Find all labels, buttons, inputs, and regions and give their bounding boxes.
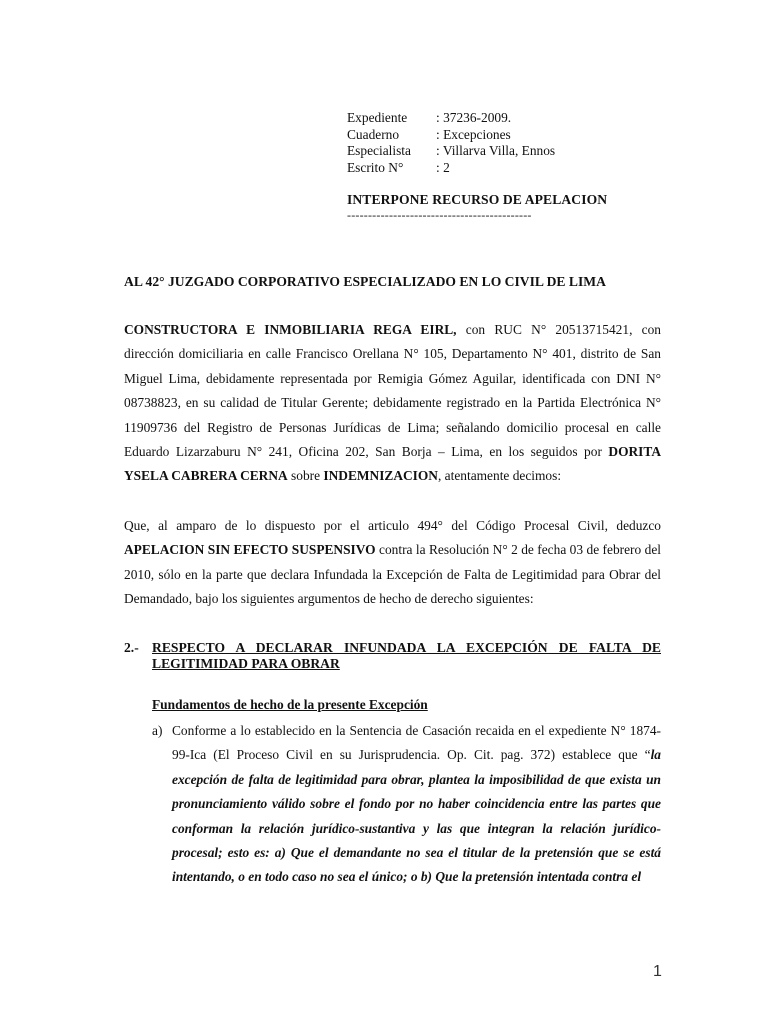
- item-marker: a): [152, 723, 163, 738]
- intro-text-b: sobre: [287, 468, 324, 484]
- intro-text-c: , atentamente decimos:: [437, 468, 562, 484]
- section-title-line1: RESPECTO A DECLARAR INFUNDADA LA EXCEPCIÓN DE FALTA DE: [152, 640, 661, 655]
- section-title-line2: LEGITIMIDAD PARA OBRAR: [152, 656, 340, 671]
- subheading: Fundamentos de hecho de la presente Excepción: [152, 697, 428, 712]
- plaintiff-name: DORITA YSELA CABRERA CERNA: [124, 444, 661, 484]
- meta-label: Escrito N°: [347, 159, 404, 175]
- meta-label: Expediente: [347, 110, 408, 125]
- court-addressee: AL 42° JUZGADO CORPORATIVO ESPECIALIZADO EN LO CIVIL DE LIMA: [124, 274, 606, 289]
- meta-value: : 37236-2009.: [436, 110, 512, 125]
- paragraph-appeal: [124, 514, 661, 612]
- item-body: [172, 719, 661, 890]
- title-rule: --------------------------------------------: [347, 208, 532, 222]
- jurisprudence-quote: la excepción de falta de legitimidad para obrar, plantea la imposibilidad de que exista un pronunciamiento válido sobre el fondo por no haber coincidencia entre las partes que conforman la relación jurídico-sustantiva y las que integran la relación jurídico-procesal; esto es: a) Que el demandante no sea el titular de la pretensión que se está intentando, o en todo caso no sea el único; o b) Que la pretensión intentada contra el: [172, 747, 661, 885]
- company-name: CONSTRUCTORA E INMOBILIARIA REGA EIRL,: [124, 322, 457, 337]
- intro-text: con RUC N° 20513715421, con dirección domiciliaria en calle Francisco Orellana N° 105, Departamento N° 401, distrito de San Miguel Lima, debidamente representada por Remigia Gómez Aguilar, identificada con DNI N° 08738823, en su calidad de Titular Gerente; debidamente registrado en la Partida Electrónica N° 11909736 del Registro de Personas Jurídicas de Lima; señalando domicilio procesal en calle Eduardo Lizarzaburu N° 241, Oficina 202, San Borja – Lima, en los seguidos por: [124, 322, 661, 460]
- section-heading: [124, 640, 661, 672]
- appeal-type: APELACION SIN EFECTO SUSPENSIVO: [124, 542, 376, 558]
- document-title: INTERPONE RECURSO DE APELACION: [347, 192, 608, 207]
- meta-row-escrito: [347, 160, 555, 177]
- document-title-block: [347, 192, 607, 222]
- list-item-a: [152, 719, 661, 890]
- item-text: Conforme a lo establecido en la Sentencia de Casación recaida en el expediente N° 1874-99-Ica (El Proceso Civil en su Jurisprudencia. Op. Cit. pag. 372) establece que “: [172, 723, 661, 763]
- claim-subject: INDEMNIZACION: [323, 468, 438, 484]
- appeal-text-b: contra la Resolución N° 2 de fecha 03 de febrero del 2010, sólo en la parte que declara Infundada la Excepción de Falta de Legitimidad para Obrar del Demandado, bajo los siguientes argumentos de hecho de derecho siguientes:: [124, 542, 661, 607]
- page-number: 1: [653, 963, 662, 980]
- meta-value: : Excepciones: [436, 126, 511, 142]
- meta-row-cuaderno: [347, 127, 555, 144]
- meta-value: : Villarva Villa, Ennos: [436, 143, 556, 158]
- appeal-text: Que, al amparo de lo dispuesto por el articulo 494° del Código Procesal Civil, deduzco: [124, 518, 661, 533]
- section-number: 2.-: [124, 640, 139, 655]
- paragraph-introduction: [124, 318, 661, 489]
- meta-row-expediente: [347, 110, 555, 127]
- meta-label: Cuaderno: [347, 126, 400, 142]
- case-metadata: [347, 110, 555, 176]
- meta-value: : 2: [436, 159, 450, 175]
- meta-label: Especialista: [347, 143, 411, 158]
- meta-row-especialista: [347, 143, 555, 160]
